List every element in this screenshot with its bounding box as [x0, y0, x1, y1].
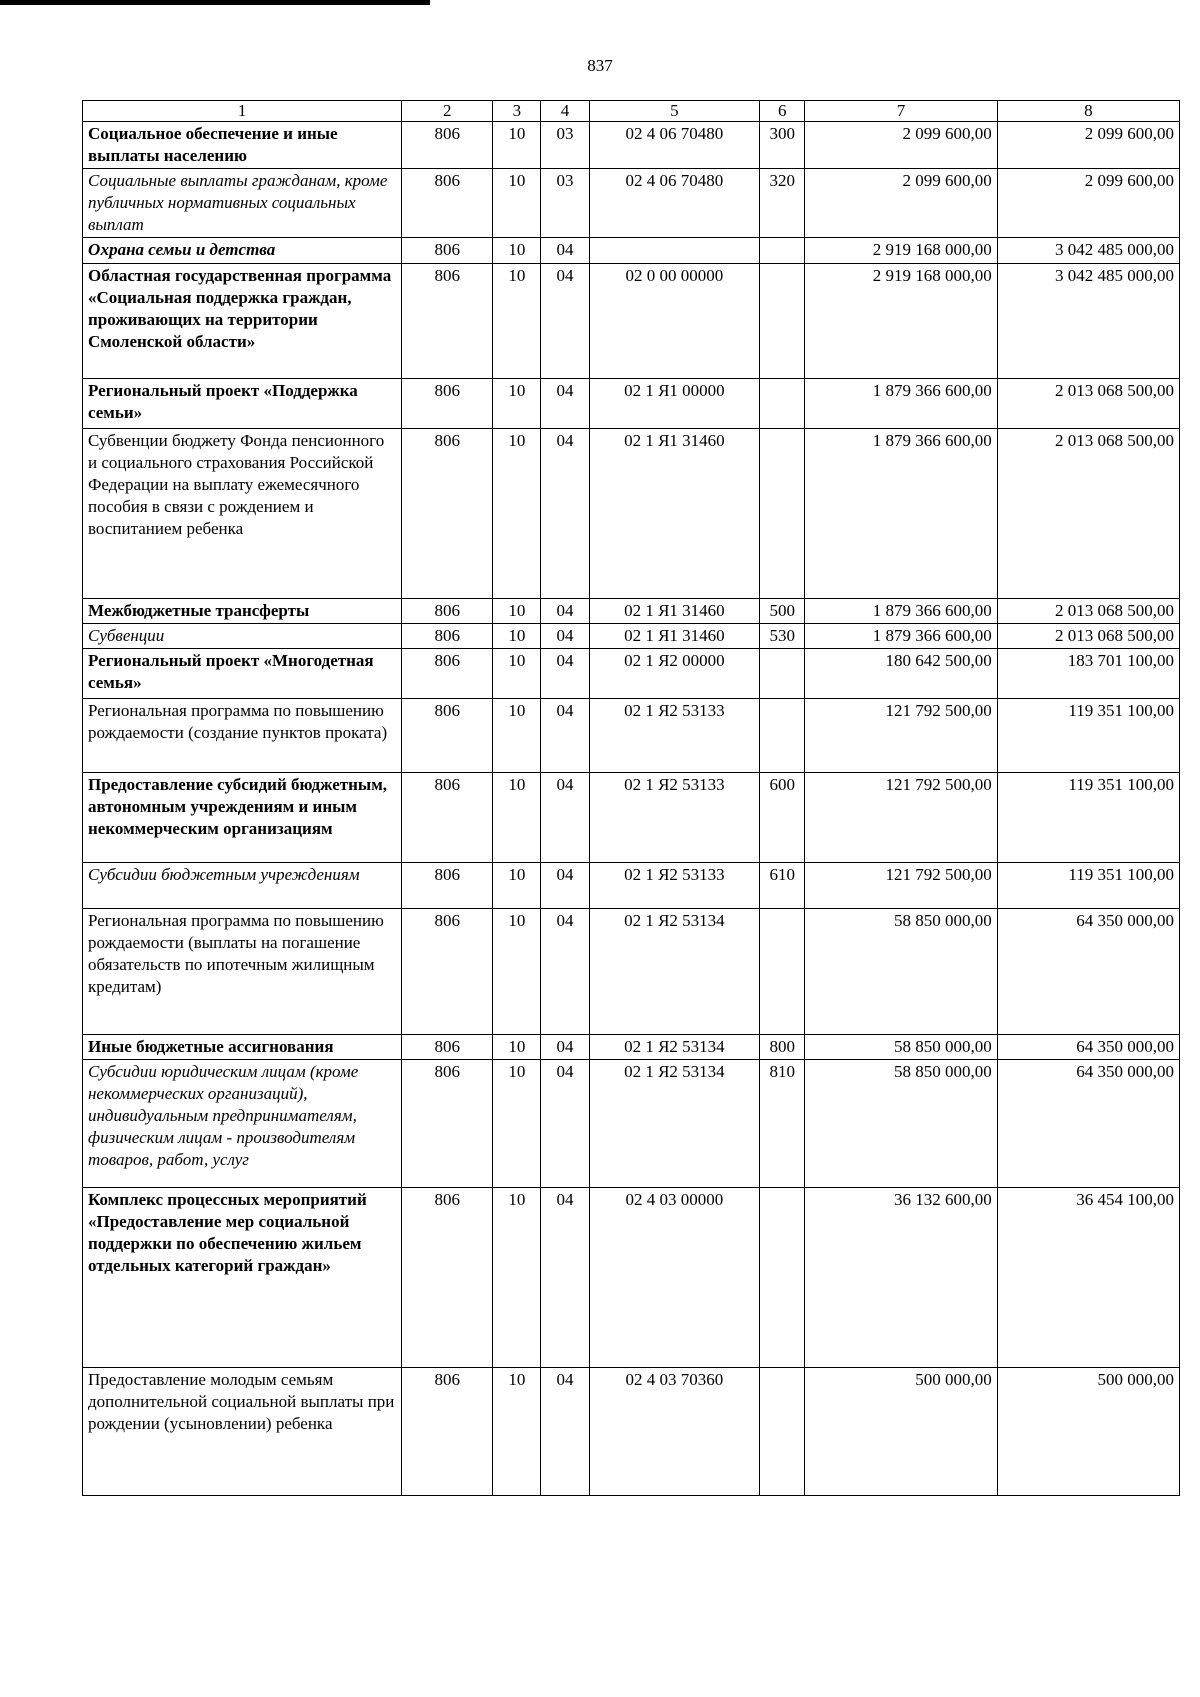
row-target-article-cell: 02 4 06 70480: [589, 122, 760, 169]
row-amount-year2-cell: 2 013 068 500,00: [997, 429, 1179, 599]
row-amount-year2-cell: 64 350 000,00: [997, 1035, 1179, 1060]
row-name-cell: Региональный проект «Многодетная семья»: [83, 649, 402, 699]
row-admin-code-cell: 806: [402, 1188, 493, 1368]
row-name-cell: Субвенции бюджету Фонда пенсионного и социального страхования Российской Федерации на выплату ежемесячного пособия в связи с рождением и воспитанием ребенка: [83, 429, 402, 599]
budget-table: [82, 100, 1180, 1496]
row-amount-year1-cell: 2 099 600,00: [805, 122, 998, 169]
row-target-article-cell: 02 1 Я1 31460: [589, 599, 760, 624]
row-admin-code-cell: 806: [402, 379, 493, 429]
table-row: [83, 1060, 1180, 1188]
row-subsection-cell: 04: [541, 1060, 589, 1188]
row-amount-year1-cell: 58 850 000,00: [805, 1035, 998, 1060]
row-amount-year2-cell: 183 701 100,00: [997, 649, 1179, 699]
row-subsection-cell: 03: [541, 169, 589, 238]
row-section-cell: 10: [493, 379, 541, 429]
row-amount-year2-cell: 2 099 600,00: [997, 122, 1179, 169]
row-name-cell: Охрана семьи и детства: [83, 238, 402, 264]
row-subsection-cell: 04: [541, 863, 589, 909]
row-subsection-cell: 04: [541, 429, 589, 599]
row-subsection-cell: 04: [541, 1368, 589, 1496]
header-cell: 2: [402, 101, 493, 122]
row-subsection-cell: 04: [541, 1035, 589, 1060]
row-amount-year1-cell: 180 642 500,00: [805, 649, 998, 699]
row-section-cell: 10: [493, 169, 541, 238]
row-amount-year1-cell: 1 879 366 600,00: [805, 379, 998, 429]
row-expense-type-cell: [760, 909, 805, 1035]
row-amount-year2-cell: 500 000,00: [997, 1368, 1179, 1496]
row-subsection-cell: 04: [541, 773, 589, 863]
row-expense-type-cell: 300: [760, 122, 805, 169]
row-expense-type-cell: [760, 429, 805, 599]
row-amount-year2-cell: 119 351 100,00: [997, 863, 1179, 909]
row-name-cell: Комплекс процессных мероприятий «Предоставление мер социальной поддержки по обеспечению жильем отдельных категорий граждан»: [83, 1188, 402, 1368]
row-target-article-cell: 02 4 03 70360: [589, 1368, 760, 1496]
row-target-article-cell: 02 1 Я2 53133: [589, 699, 760, 773]
row-expense-type-cell: [760, 649, 805, 699]
row-target-article-cell: 02 1 Я2 53134: [589, 1060, 760, 1188]
row-amount-year1-cell: 2 919 168 000,00: [805, 238, 998, 264]
row-section-cell: 10: [493, 624, 541, 649]
row-expense-type-cell: 530: [760, 624, 805, 649]
row-admin-code-cell: 806: [402, 863, 493, 909]
row-subsection-cell: 04: [541, 699, 589, 773]
table-row: [83, 169, 1180, 238]
row-section-cell: 10: [493, 264, 541, 379]
row-amount-year1-cell: 1 879 366 600,00: [805, 624, 998, 649]
table-row: [83, 238, 1180, 264]
header-cell: 7: [805, 101, 998, 122]
row-name-cell: Социальное обеспечение и иные выплаты населению: [83, 122, 402, 169]
table-row: [83, 1188, 1180, 1368]
row-name-cell: Региональная программа по повышению рождаемости (создание пунктов проката): [83, 699, 402, 773]
row-amount-year2-cell: 3 042 485 000,00: [997, 238, 1179, 264]
row-admin-code-cell: 806: [402, 264, 493, 379]
row-admin-code-cell: 806: [402, 1368, 493, 1496]
row-section-cell: 10: [493, 1188, 541, 1368]
row-name-cell: Предоставление субсидий бюджетным, автономным учреждениям и иным некоммерческим организациям: [83, 773, 402, 863]
row-target-article-cell: 02 1 Я2 53133: [589, 863, 760, 909]
row-name-cell: Межбюджетные трансферты: [83, 599, 402, 624]
header-cell: 4: [541, 101, 589, 122]
row-expense-type-cell: [760, 379, 805, 429]
table-row: [83, 624, 1180, 649]
row-amount-year1-cell: 121 792 500,00: [805, 699, 998, 773]
row-amount-year1-cell: 121 792 500,00: [805, 863, 998, 909]
row-amount-year2-cell: 2 013 068 500,00: [997, 599, 1179, 624]
header-cell: 6: [760, 101, 805, 122]
table-row: [83, 264, 1180, 379]
table-row: [83, 699, 1180, 773]
row-amount-year1-cell: 36 132 600,00: [805, 1188, 998, 1368]
row-section-cell: 10: [493, 1060, 541, 1188]
row-amount-year2-cell: 64 350 000,00: [997, 1060, 1179, 1188]
row-section-cell: 10: [493, 773, 541, 863]
table-header-row: [83, 101, 1180, 122]
row-name-cell: Областная государственная программа «Социальная поддержка граждан, проживающих на территории Смоленской области»: [83, 264, 402, 379]
row-name-cell: Предоставление молодым семьям дополнительной социальной выплаты при рождении (усыновлении) ребенка: [83, 1368, 402, 1496]
row-section-cell: 10: [493, 1035, 541, 1060]
table-row: [83, 773, 1180, 863]
row-name-cell: Региональная программа по повышению рождаемости (выплаты на погашение обязательств по ипотечным жилищным кредитам): [83, 909, 402, 1035]
row-admin-code-cell: 806: [402, 1060, 493, 1188]
row-target-article-cell: [589, 238, 760, 264]
row-target-article-cell: 02 1 Я2 53134: [589, 1035, 760, 1060]
row-admin-code-cell: 806: [402, 649, 493, 699]
row-subsection-cell: 04: [541, 264, 589, 379]
header-cell: 5: [589, 101, 760, 122]
row-section-cell: 10: [493, 122, 541, 169]
row-admin-code-cell: 806: [402, 909, 493, 1035]
header-cell: 3: [493, 101, 541, 122]
row-target-article-cell: 02 1 Я1 31460: [589, 624, 760, 649]
row-expense-type-cell: 810: [760, 1060, 805, 1188]
row-target-article-cell: 02 1 Я1 00000: [589, 379, 760, 429]
row-subsection-cell: 04: [541, 379, 589, 429]
row-name-cell: Иные бюджетные ассигнования: [83, 1035, 402, 1060]
row-amount-year1-cell: 500 000,00: [805, 1368, 998, 1496]
row-expense-type-cell: 500: [760, 599, 805, 624]
row-expense-type-cell: 800: [760, 1035, 805, 1060]
table-row: [83, 429, 1180, 599]
row-amount-year2-cell: 3 042 485 000,00: [997, 264, 1179, 379]
row-amount-year1-cell: 58 850 000,00: [805, 1060, 998, 1188]
row-amount-year2-cell: 36 454 100,00: [997, 1188, 1179, 1368]
row-name-cell: Региональный проект «Поддержка семьи»: [83, 379, 402, 429]
row-subsection-cell: 04: [541, 624, 589, 649]
row-amount-year1-cell: 121 792 500,00: [805, 773, 998, 863]
row-admin-code-cell: 806: [402, 699, 493, 773]
row-subsection-cell: 03: [541, 122, 589, 169]
row-expense-type-cell: [760, 1188, 805, 1368]
row-amount-year1-cell: 2 099 600,00: [805, 169, 998, 238]
table-row: [83, 379, 1180, 429]
row-section-cell: 10: [493, 649, 541, 699]
row-section-cell: 10: [493, 1368, 541, 1496]
header-cell: 8: [997, 101, 1179, 122]
row-amount-year2-cell: 2 099 600,00: [997, 169, 1179, 238]
row-admin-code-cell: 806: [402, 122, 493, 169]
row-admin-code-cell: 806: [402, 599, 493, 624]
row-admin-code-cell: 806: [402, 169, 493, 238]
table-row: [83, 599, 1180, 624]
row-expense-type-cell: [760, 238, 805, 264]
row-section-cell: 10: [493, 429, 541, 599]
row-target-article-cell: 02 4 03 00000: [589, 1188, 760, 1368]
row-target-article-cell: 02 1 Я2 00000: [589, 649, 760, 699]
row-expense-type-cell: [760, 699, 805, 773]
row-expense-type-cell: [760, 1368, 805, 1496]
row-subsection-cell: 04: [541, 909, 589, 1035]
row-subsection-cell: 04: [541, 649, 589, 699]
row-target-article-cell: 02 1 Я1 31460: [589, 429, 760, 599]
page-number: 837: [587, 56, 613, 75]
row-amount-year2-cell: 2 013 068 500,00: [997, 624, 1179, 649]
row-target-article-cell: 02 1 Я2 53134: [589, 909, 760, 1035]
table-row: [83, 1368, 1180, 1496]
row-amount-year1-cell: 2 919 168 000,00: [805, 264, 998, 379]
row-target-article-cell: 02 0 00 00000: [589, 264, 760, 379]
row-name-cell: Субсидии бюджетным учреждениям: [83, 863, 402, 909]
row-target-article-cell: 02 1 Я2 53133: [589, 773, 760, 863]
row-amount-year2-cell: 64 350 000,00: [997, 909, 1179, 1035]
row-section-cell: 10: [493, 599, 541, 624]
row-admin-code-cell: 806: [402, 1035, 493, 1060]
row-subsection-cell: 04: [541, 599, 589, 624]
row-section-cell: 10: [493, 238, 541, 264]
row-target-article-cell: 02 4 06 70480: [589, 169, 760, 238]
row-name-cell: Субвенции: [83, 624, 402, 649]
row-amount-year2-cell: 119 351 100,00: [997, 699, 1179, 773]
row-amount-year2-cell: 2 013 068 500,00: [997, 379, 1179, 429]
table-row: [83, 1035, 1180, 1060]
row-amount-year1-cell: 58 850 000,00: [805, 909, 998, 1035]
header-cell: 1: [83, 101, 402, 122]
row-amount-year2-cell: 119 351 100,00: [997, 773, 1179, 863]
row-expense-type-cell: 610: [760, 863, 805, 909]
row-admin-code-cell: 806: [402, 238, 493, 264]
row-subsection-cell: 04: [541, 1188, 589, 1368]
row-amount-year1-cell: 1 879 366 600,00: [805, 429, 998, 599]
table-row: [83, 909, 1180, 1035]
row-amount-year1-cell: 1 879 366 600,00: [805, 599, 998, 624]
table-row: [83, 649, 1180, 699]
row-section-cell: 10: [493, 909, 541, 1035]
row-expense-type-cell: [760, 264, 805, 379]
table-row: [83, 863, 1180, 909]
top-border-line: [0, 0, 430, 5]
row-admin-code-cell: 806: [402, 624, 493, 649]
row-expense-type-cell: 320: [760, 169, 805, 238]
row-subsection-cell: 04: [541, 238, 589, 264]
row-admin-code-cell: 806: [402, 773, 493, 863]
row-name-cell: Социальные выплаты гражданам, кроме публичных нормативных социальных выплат: [83, 169, 402, 238]
row-name-cell: Субсидии юридическим лицам (кроме некоммерческих организаций), индивидуальным предпринимателям, физическим лицам - производителям товаров, работ, услуг: [83, 1060, 402, 1188]
table-row: [83, 122, 1180, 169]
row-admin-code-cell: 806: [402, 429, 493, 599]
row-expense-type-cell: 600: [760, 773, 805, 863]
row-section-cell: 10: [493, 699, 541, 773]
row-section-cell: 10: [493, 863, 541, 909]
